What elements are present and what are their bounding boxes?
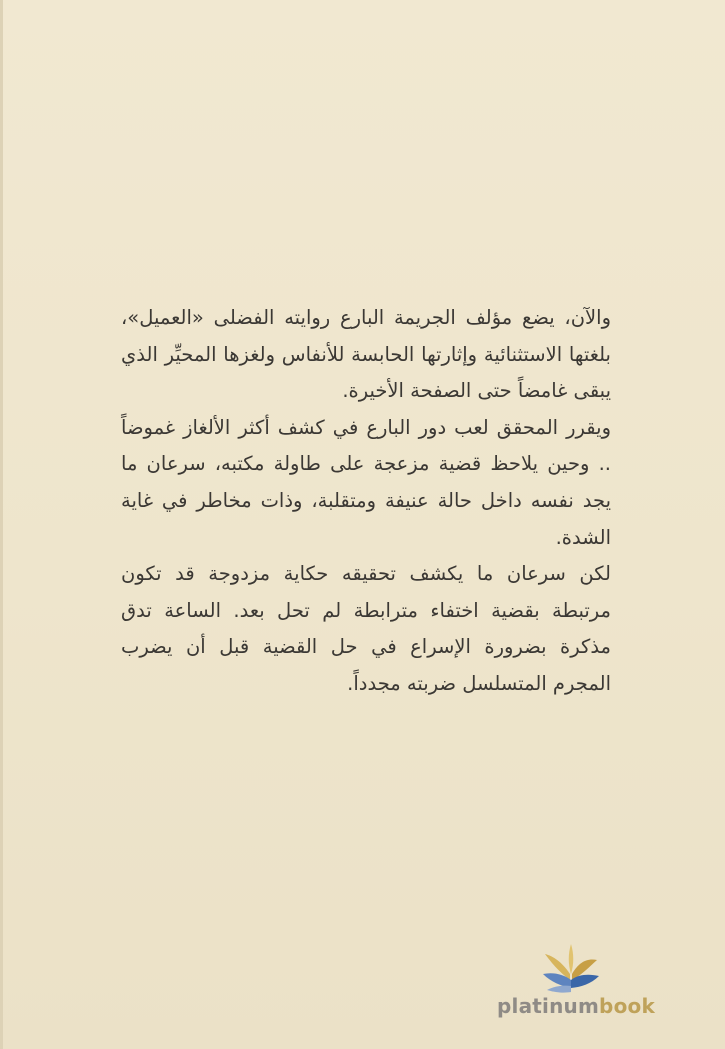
blurb-paragraph-3: لكن سرعان ما يكشف تحقيقه حكاية مزدوجة قد تكون مرتبطة بقضية اختفاء مترابطة لم تحل بعد. الساعة تدق مذكرة بضرورة الإسراع في حل القضية قبل أن يضرب المجرم المتسلسل ضربته مجدداً. bbox=[121, 562, 611, 695]
publisher-name bbox=[491, 994, 661, 1018]
blurb-paragraph-1: والآن، يضع مؤلف الجريمة البارع روايته الفضلى «العميل»، بلغتها الاستثنائية وإثارتها الحابسة للأنفاس ولغزها المحيِّر الذي يبقى غامضاً حتى الصفحة الأخيرة. bbox=[121, 306, 611, 403]
book-wing-icon bbox=[541, 940, 601, 996]
blurb-text bbox=[121, 300, 611, 703]
blurb-paragraph-2: ويقرر المحقق لعب دور البارع في كشف أكثر الألغاز غموضاً .. وحين يلاحظ قضية مزعجة على طاولة مكتبه، سرعان ما يجد نفسه داخل حالة عنيفة ومتقلبة، وذات مخاطر في غاية الشدة. bbox=[121, 415, 611, 549]
publisher-logo bbox=[491, 940, 661, 1030]
publisher-name-part-1: platinum bbox=[497, 994, 600, 1018]
publisher-name-part-2: book bbox=[599, 994, 655, 1018]
